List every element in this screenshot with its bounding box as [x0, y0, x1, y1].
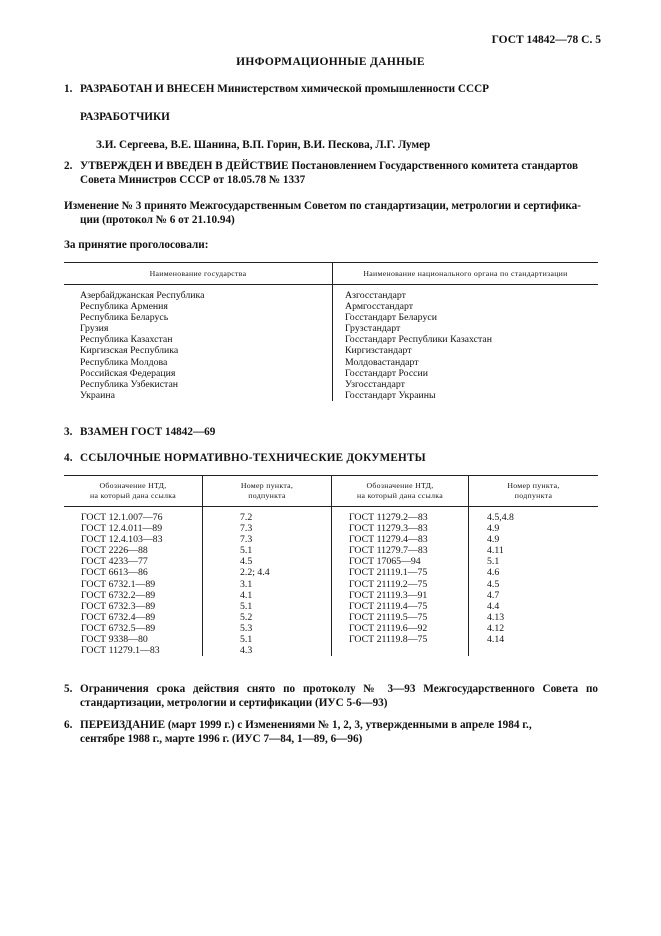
ref-doc-designation: ГОСТ 12.4.103—83	[81, 534, 163, 546]
section-3-text: ВЗАМЕН ГОСТ 14842—69	[80, 426, 216, 438]
ref-header-num-left-line1: Номер пункта,	[240, 481, 294, 490]
ref-doc-designation: ГОСТ 21119.1—75	[349, 567, 428, 579]
standards-body-name: Узгосстандарт	[345, 378, 405, 390]
section-2-number: 2.	[64, 160, 73, 172]
ref-clause-number: 5.2	[240, 611, 253, 623]
ref-doc-designation: ГОСТ 21119.4—75	[349, 600, 428, 612]
standards-body-name: Госстандарт Республики Казахстан	[345, 334, 492, 346]
ref-left-docs-column	[64, 507, 203, 657]
ref-left-nums-column	[203, 507, 332, 657]
ref-doc-designation: ГОСТ 6732.5—89	[81, 622, 156, 634]
ref-clause-number: 2.2; 4.4	[240, 567, 270, 579]
ref-header-num-right-line1: Номер пункта,	[507, 481, 560, 490]
ref-clause-number: 5.1	[240, 600, 253, 612]
amendment-note	[64, 200, 598, 227]
state-name: Республика Армения	[80, 301, 168, 313]
section-4-text: ССЫЛОЧНЫЕ НОРМАТИВНО-ТЕХНИЧЕСКИЕ ДОКУМЕНТЫ	[80, 452, 426, 464]
ref-header-num-left	[203, 476, 332, 507]
ref-doc-designation: ГОСТ 6732.1—89	[81, 578, 156, 590]
state-name: Азербайджанская Республика	[80, 290, 205, 301]
voting-header-body: Наименование национального органа по стандартизации	[333, 263, 599, 285]
ref-clause-number: 7.3	[240, 534, 253, 546]
section-6	[64, 719, 598, 746]
state-name: Киргизская Республика	[80, 345, 179, 357]
ref-header-num-right	[469, 476, 599, 507]
ref-header-num-left-line2: подпункта	[248, 491, 286, 500]
ref-clause-number: 7.2	[240, 512, 253, 523]
section-1	[64, 82, 489, 96]
section-5	[64, 683, 598, 710]
state-name: Республика Молдова	[80, 356, 168, 368]
ref-doc-designation: ГОСТ 4233—77	[81, 556, 148, 568]
standards-body-name: Грузстандарт	[345, 323, 401, 335]
ref-clause-number: 4.7	[487, 589, 500, 601]
ref-doc-designation: ГОСТ 11279.1—83	[81, 645, 160, 657]
section-5-number: 5.	[64, 683, 73, 695]
section-5-line1: Ограничения срока действия снято по протоколу № 3—93 Межгосударственного Совета по	[80, 683, 598, 695]
ref-clause-number: 4.9	[487, 534, 500, 546]
document-title: ИНФОРМАЦИОННЫЕ ДАННЫЕ	[236, 56, 425, 68]
ref-clause-number: 5.1	[240, 634, 253, 646]
ref-doc-designation: ГОСТ 21119.2—75	[349, 578, 428, 590]
section-4-number: 4.	[64, 452, 73, 464]
voted-label: За принятие проголосовали:	[64, 239, 209, 251]
voting-header-state: Наименование государства	[64, 263, 333, 285]
ref-clause-number: 5.3	[240, 622, 253, 634]
ref-doc-designation: ГОСТ 6613—86	[81, 567, 148, 579]
ref-clause-number: 4.12	[487, 622, 505, 634]
ref-clause-number: 4.5,4.8	[487, 512, 514, 523]
ref-right-docs-column	[332, 507, 469, 657]
ref-header-num-right-line2: подпункта	[514, 491, 553, 500]
standards-body-name: Госстандарт Беларуси	[345, 312, 437, 324]
ref-doc-designation: ГОСТ 17065—94	[349, 556, 421, 568]
standards-body-name: Молдовастандарт	[345, 356, 419, 368]
ref-header-doc-left-line2: на который дана ссылка	[89, 491, 177, 500]
section-2-line1: УТВЕРЖДЕН И ВВЕДЕН В ДЕЙСТВИЕ Постановлением Государственного комитета стандартов	[80, 160, 578, 172]
ref-doc-designation: ГОСТ 6732.2—89	[81, 589, 156, 601]
standards-body-name: Армгосстандарт	[345, 301, 414, 313]
ref-doc-designation: ГОСТ 6732.3—89	[81, 600, 156, 612]
ref-doc-designation: ГОСТ 11279.3—83	[349, 523, 428, 535]
developers-names: З.И. Сергеева, В.Е. Шанина, В.П. Горин, В.И. Пескова, Л.Г. Лумер	[96, 139, 431, 151]
ref-clause-number: 4.5	[240, 556, 253, 568]
ref-header-doc-left	[64, 476, 203, 507]
ref-header-doc-left-line1: Обозначение НТД,	[99, 481, 167, 490]
section-6-line1: ПЕРЕИЗДАНИЕ (март 1999 г.) с Изменениями № 1, 2, 3, утвержденными в апреле 1984 г.,	[80, 719, 532, 731]
ref-clause-number: 5.1	[487, 556, 500, 568]
ref-header-doc-right-line1: Обозначение НТД,	[366, 481, 434, 490]
section-4	[64, 451, 426, 465]
state-name: Российская Федерация	[80, 367, 176, 379]
standards-body-name: Азгосстандарт	[345, 290, 406, 301]
standards-body-name: Госстандарт Украины	[345, 389, 436, 401]
ref-clause-number: 4.9	[487, 523, 500, 535]
states-column	[64, 285, 333, 401]
ref-doc-designation: ГОСТ 11279.7—83	[349, 545, 428, 557]
standards-body-name: Госстандарт России	[345, 367, 428, 379]
ref-doc-designation: ГОСТ 21119.6—92	[349, 622, 428, 634]
page-header: ГОСТ 14842—78 С. 5	[491, 34, 601, 46]
reference-docs-table	[64, 475, 598, 656]
ref-doc-designation: ГОСТ 21119.3—91	[349, 589, 428, 601]
voting-table	[64, 262, 598, 401]
section-6-line2: сентябре 1988 г., марте 1996 г. (ИУС 7—84, 1—89, 6—96)	[80, 732, 363, 745]
state-name: Грузия	[80, 323, 109, 335]
ref-clause-number: 4.14	[487, 634, 505, 646]
section-2	[64, 160, 598, 187]
standards-body-name: Киргизстандарт	[345, 345, 412, 357]
ref-right-nums-column	[469, 507, 599, 657]
section-1-text: РАЗРАБОТАН И ВНЕСЕН Министерством химической промышленности СССР	[80, 83, 489, 95]
ref-header-doc-right	[332, 476, 469, 507]
ref-doc-designation: ГОСТ 12.1.007—76	[81, 512, 163, 523]
ref-clause-number: 4.1	[240, 589, 253, 601]
state-name: Республика Узбекистан	[80, 378, 179, 390]
ref-doc-designation: ГОСТ 6732.4—89	[81, 611, 156, 623]
section-2-line2: Совета Министров СССР от 18.05.78 № 1337	[80, 173, 306, 186]
ref-clause-number: 3.1	[240, 578, 253, 590]
ref-clause-number: 4.11	[487, 545, 504, 557]
ref-doc-designation: ГОСТ 9338—80	[81, 634, 148, 646]
ref-doc-designation: ГОСТ 21119.5—75	[349, 611, 428, 623]
state-name: Украина	[80, 389, 115, 401]
ref-doc-designation: ГОСТ 11279.2—83	[349, 512, 428, 523]
section-1-number: 1.	[64, 83, 73, 95]
state-name: Республика Беларусь	[80, 312, 169, 324]
amendment-line1: Изменение № 3 принято Межгосударственным Советом по стандартизации, метрологии и сертифика-	[64, 200, 581, 212]
ref-doc-designation: ГОСТ 21119.8—75	[349, 634, 428, 646]
ref-clause-number: 4.6	[487, 567, 500, 579]
ref-clause-number: 7.3	[240, 523, 253, 535]
ref-clause-number: 4.3	[240, 645, 253, 657]
ref-clause-number: 4.5	[487, 578, 500, 590]
developers-heading: РАЗРАБОТЧИКИ	[80, 111, 170, 123]
ref-clause-number: 5.1	[240, 545, 253, 557]
state-name: Республика Казахстан	[80, 334, 173, 346]
ref-clause-number: 4.4	[487, 600, 500, 612]
section-5-line2: стандартизации, метрологии и сертификации (ИУС 5-6—93)	[80, 696, 388, 709]
ref-doc-designation: ГОСТ 11279.4—83	[349, 534, 428, 546]
ref-doc-designation: ГОСТ 2226—88	[81, 545, 148, 557]
ref-header-doc-right-line2: на который дана ссылка	[356, 491, 444, 500]
section-6-number: 6.	[64, 719, 73, 731]
bodies-column	[333, 285, 599, 401]
amendment-line2: ции (протокол № 6 от 21.10.94)	[80, 213, 235, 226]
section-3-number: 3.	[64, 426, 73, 438]
ref-doc-designation: ГОСТ 12.4.011—89	[81, 523, 163, 535]
section-3	[64, 425, 215, 439]
ref-clause-number: 4.13	[487, 611, 505, 623]
